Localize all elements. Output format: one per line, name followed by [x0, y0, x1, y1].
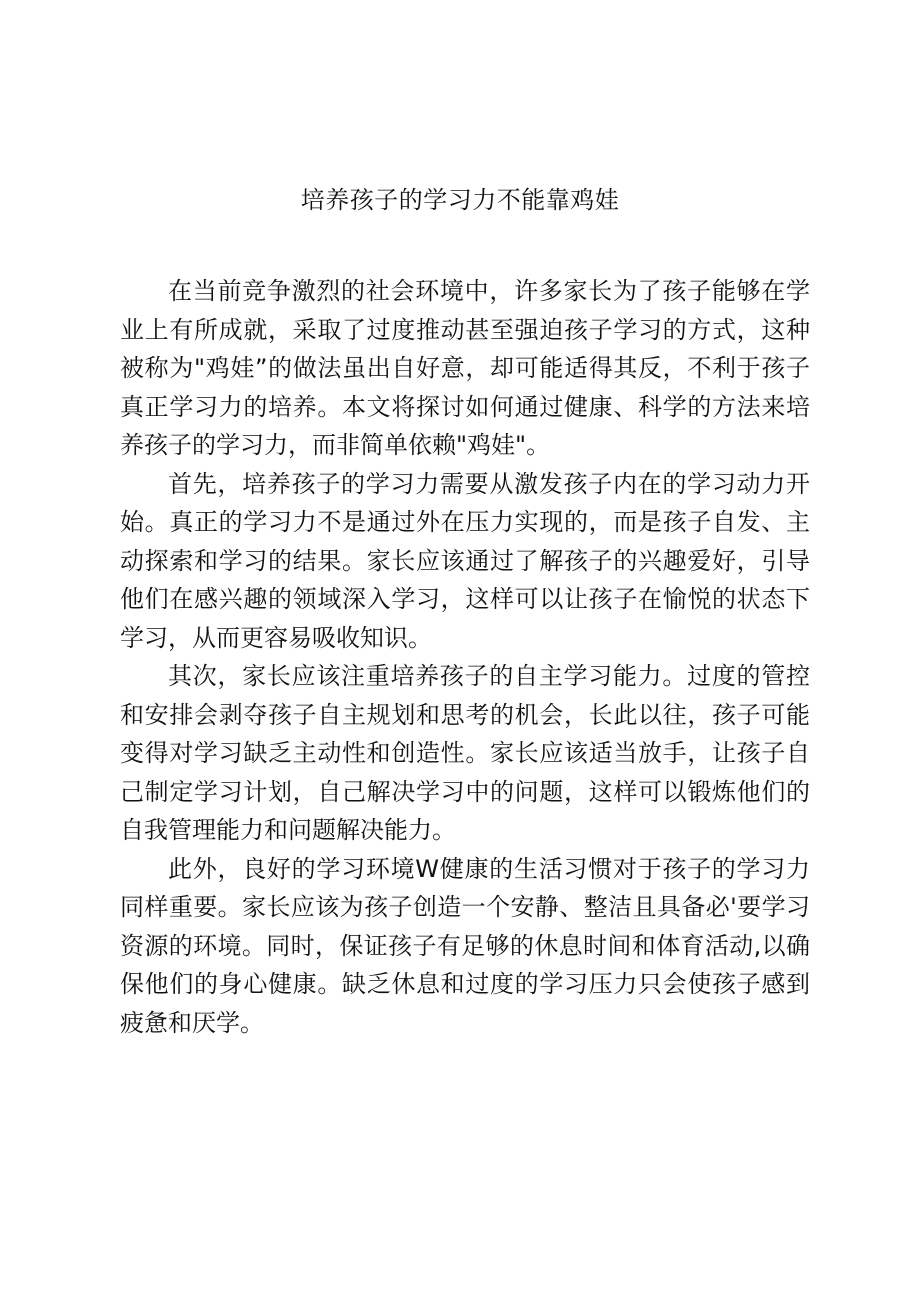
- paragraph-additionally: 此外，良好的学习环境W健康的生活习惯对于孩子的学习力同样重要。家长应该为孩子创造一个安静、整洁且具备必'要学习资源的环境。同时，保证孩子有足够的休息时间和体育活动,以确保他们的身心健康。缺乏休息和过度的学习压力只会使孩子感到疲惫和厌学。: [120, 854, 810, 1037]
- paragraph-second: 其次，家长应该注重培养孩子的自主学习能力。过度的管控和安排会剥夺孩子自主规划和思考的机会，长此以往，孩子可能变得对学习缺乏主动性和创造性。家长应该适当放手，让孩子自己制定学习计划，自己解决学习中的问题，这样可以锻炼他们的自我管理能力和问题解决能力。: [120, 662, 810, 844]
- document-body: [120, 272, 810, 1042]
- paragraph-first: 首先，培养孩子的学习力需要从激发孩子内在的学习动力开始。真正的学习力不是通过外在压力实现的，而是孩子自发、主动探索和学习的结果。家长应该通过了解孩子的兴趣爱好，引导他们在感兴趣的领域深入学习，这样可以让孩子在愉悦的状态下学习，从而更容易吸收知识。: [120, 469, 810, 652]
- paragraph-intro: 在当前竞争激烈的社会环境中，许多家长为了孩子能够在学业上有所成就，采取了过度推动甚至强迫孩子学习的方式，这种被称为"鸡娃”的做法虽出自好意，却可能适得其反，不利于孩子真正学习力的培养。本文将探讨如何通过健康、科学的方法来培养孩子的学习力，而非简单依赖"鸡娃"。: [120, 277, 810, 459]
- document-title: 培养孩子的学习力不能靠鸡娃: [300, 186, 620, 214]
